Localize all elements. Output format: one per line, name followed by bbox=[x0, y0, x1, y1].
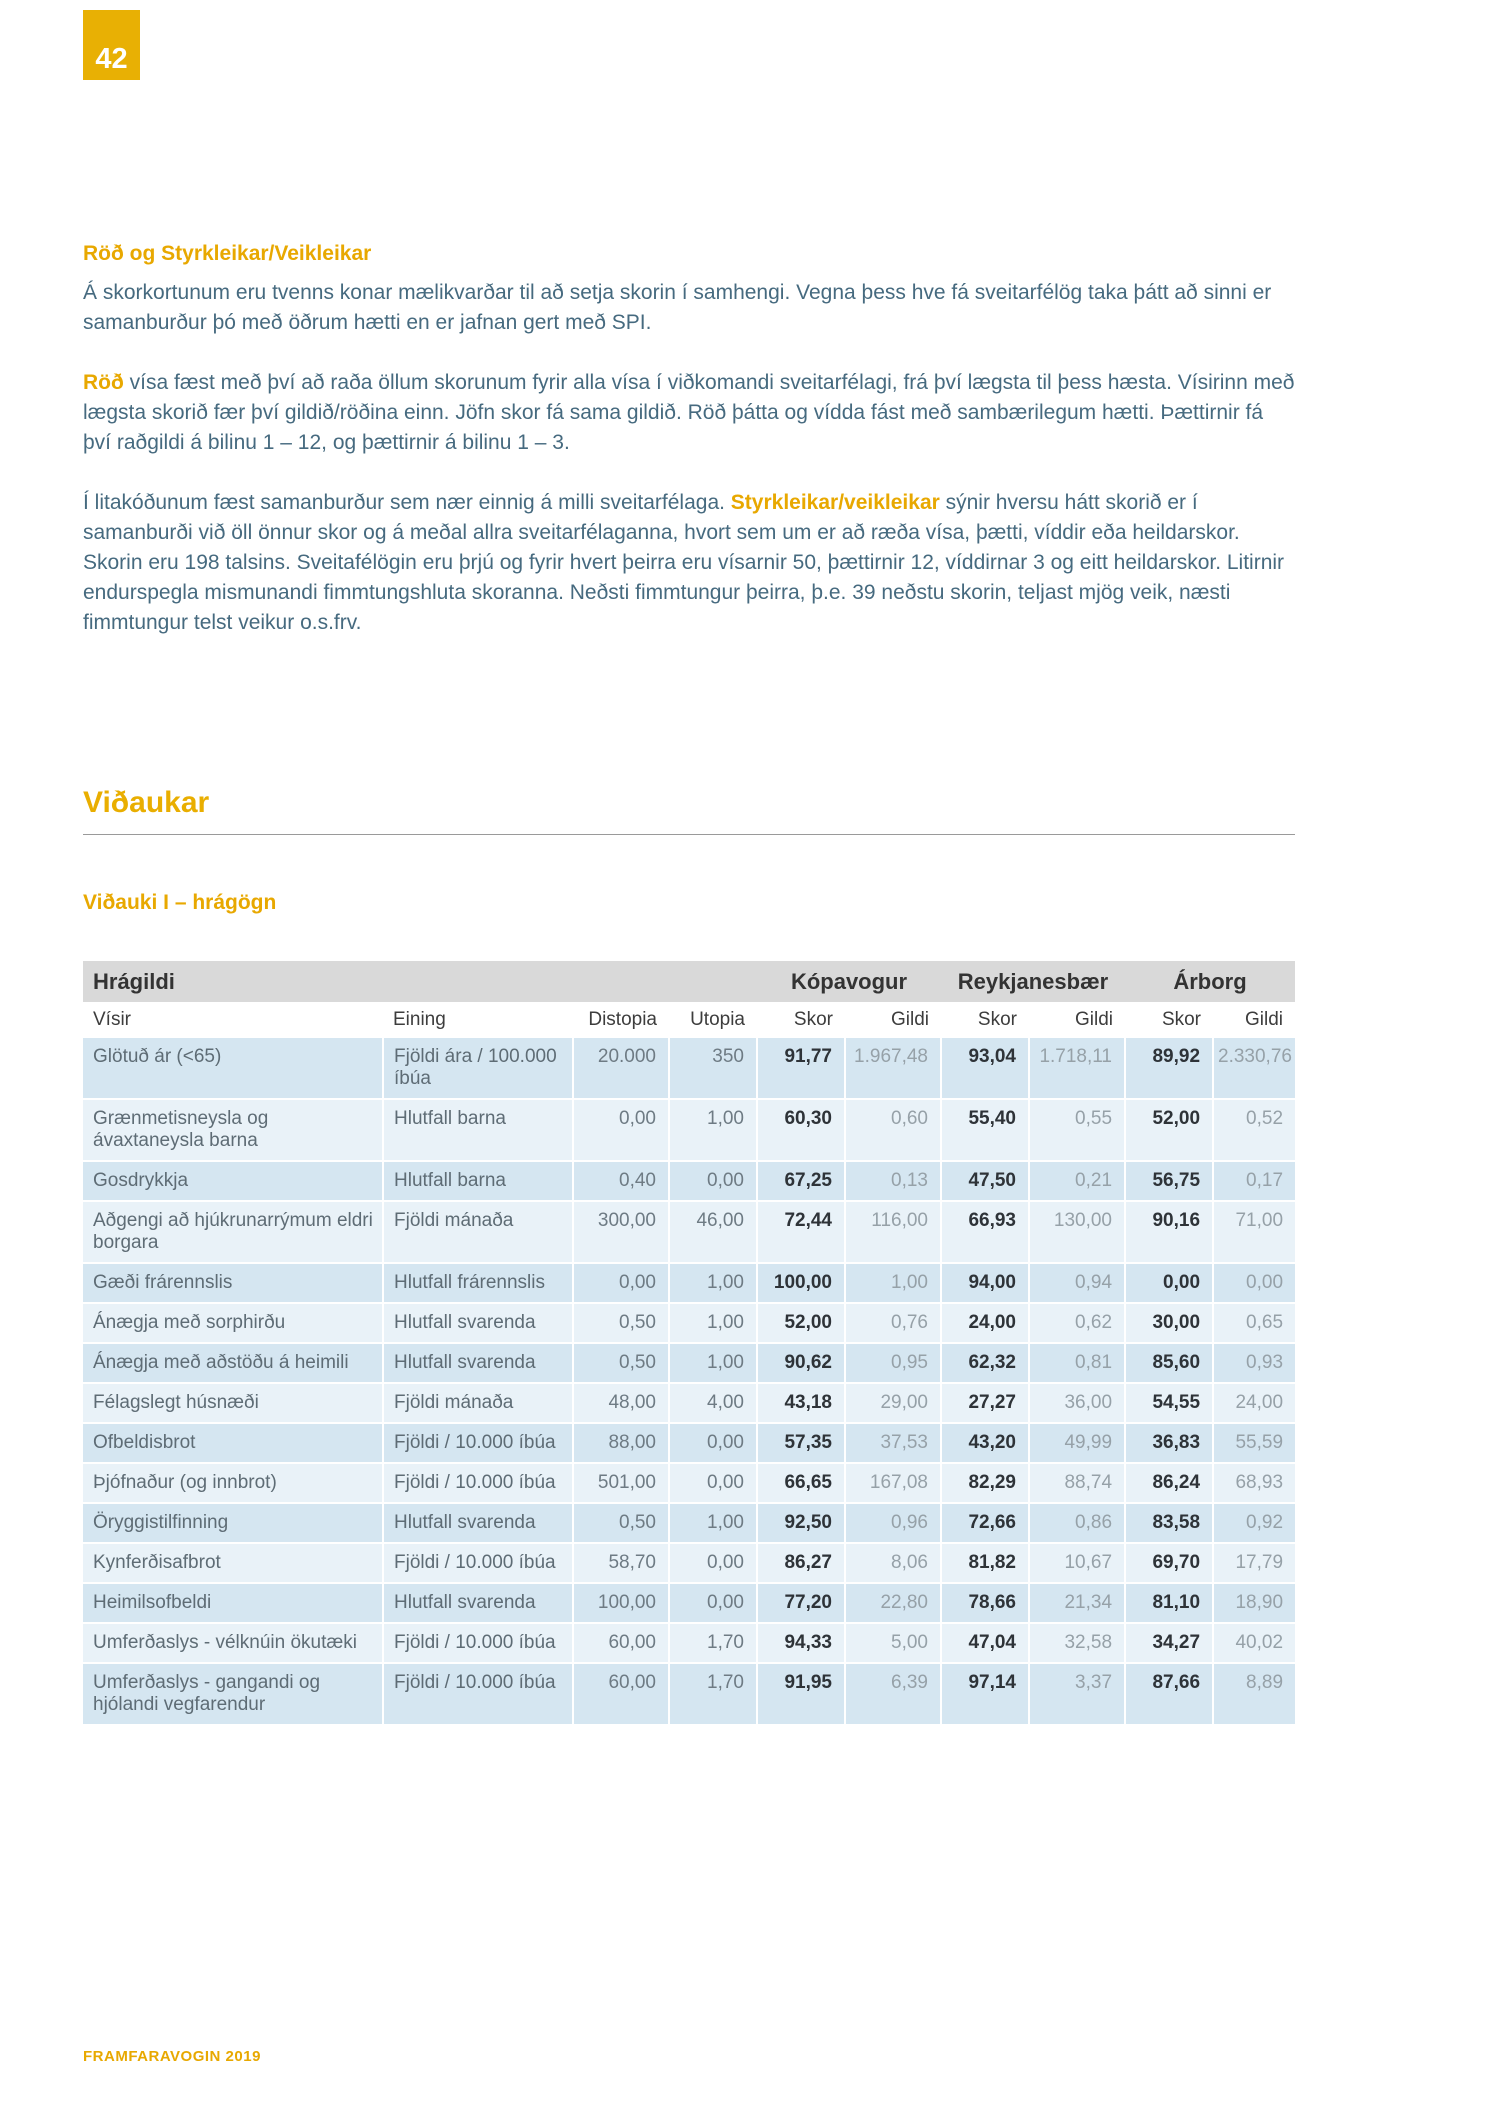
table-row bbox=[83, 1038, 1295, 1099]
value-cell: 71,00 bbox=[1213, 1201, 1295, 1263]
value-cell: 92,50 bbox=[757, 1503, 845, 1543]
group-header-arborg: Árborg bbox=[1125, 961, 1295, 1002]
visir-cell: Aðgengi að hjúkrunarrýmum eldri borgara bbox=[83, 1201, 383, 1263]
table-body bbox=[83, 1038, 1295, 1725]
value-cell: 68,93 bbox=[1213, 1463, 1295, 1503]
value-cell: 69,70 bbox=[1125, 1543, 1213, 1583]
value-cell: 34,27 bbox=[1125, 1623, 1213, 1663]
value-cell: 0,52 bbox=[1213, 1099, 1295, 1161]
value-cell: 0,00 bbox=[669, 1463, 757, 1503]
value-cell: 1,00 bbox=[669, 1343, 757, 1383]
value-cell: 0,21 bbox=[1029, 1161, 1125, 1201]
page-number: 42 bbox=[95, 43, 128, 75]
value-cell: 85,60 bbox=[1125, 1343, 1213, 1383]
col-header-gildi-1: Gildi bbox=[845, 1002, 941, 1038]
visir-cell: Umferðaslys - gangandi og hjólandi vegfarendur bbox=[83, 1663, 383, 1725]
eining-cell: Fjöldi / 10.000 íbúa bbox=[383, 1623, 573, 1663]
col-header-distopia: Distopia bbox=[573, 1002, 669, 1038]
value-cell: 100,00 bbox=[757, 1263, 845, 1303]
value-cell: 55,59 bbox=[1213, 1423, 1295, 1463]
table-row bbox=[83, 1543, 1295, 1583]
value-cell: 0,00 bbox=[573, 1263, 669, 1303]
value-cell: 78,66 bbox=[941, 1583, 1029, 1623]
visir-cell: Gæði frárennslis bbox=[83, 1263, 383, 1303]
value-cell: 1,00 bbox=[669, 1263, 757, 1303]
hragildi-table bbox=[83, 961, 1295, 1726]
col-header-utopia: Utopia bbox=[669, 1002, 757, 1038]
table-row bbox=[83, 1623, 1295, 1663]
paragraph-2-text: vísa fæst með því að raða öllum skorunum fyrir alla vísa í viðkomandi sveitarfélagi, frá því lægsta til þess hæsta. Vísirinn með lægsta skorið fær því gildið/röðina einn. Jöfn skor fá sama gildið. Röð þátta og vídda fást með sambærilegum hætti. Þættirnir fá því raðgildi á bilinu 1 – 12, og þættirnir á bilinu 1 – 3. bbox=[83, 371, 1295, 454]
visir-cell: Gosdrykkja bbox=[83, 1161, 383, 1201]
value-cell: 54,55 bbox=[1125, 1383, 1213, 1423]
value-cell: 17,79 bbox=[1213, 1543, 1295, 1583]
value-cell: 22,80 bbox=[845, 1583, 941, 1623]
value-cell: 46,00 bbox=[669, 1201, 757, 1263]
paragraph-3-text-after: sýnir hversu hátt skorið er í samanburði við öll önnur skor og á meðal allra sveitarfélaganna, hvort sem um er að ræða vísa, þætti, víddir eða heildarskor. Skorin eru 198 talsins. Sveitafélögin eru þrjú og fyrir hvert þeirra eru vísarnir 50, þættirnir 12, víddirnar 3 og eitt heildarskor. Litirnir endurspegla mismunandi fimmtungshluta skoranna. Neðsti fimmtungur þeirra, þ.e. 39 neðstu skorin, teljast mjög veik, næsti fimmtungur telst veikur o.s.frv. bbox=[83, 491, 1285, 634]
value-cell: 1,70 bbox=[669, 1663, 757, 1725]
value-cell: 91,95 bbox=[757, 1663, 845, 1725]
value-cell: 5,00 bbox=[845, 1623, 941, 1663]
vidaukar-heading: Viðaukar bbox=[83, 786, 210, 819]
value-cell: 36,83 bbox=[1125, 1423, 1213, 1463]
col-header-skor-3: Skor bbox=[1125, 1002, 1213, 1038]
section-divider bbox=[83, 834, 1295, 835]
value-cell: 88,74 bbox=[1029, 1463, 1125, 1503]
col-header-eining: Eining bbox=[383, 1002, 573, 1038]
visir-cell: Glötuð ár (<65) bbox=[83, 1038, 383, 1099]
value-cell: 0,95 bbox=[845, 1343, 941, 1383]
value-cell: 58,70 bbox=[573, 1543, 669, 1583]
table-row bbox=[83, 1099, 1295, 1161]
table-title-row bbox=[83, 961, 1295, 1002]
value-cell: 29,00 bbox=[845, 1383, 941, 1423]
value-cell: 0,17 bbox=[1213, 1161, 1295, 1201]
visir-cell: Ánægja með sorphirðu bbox=[83, 1303, 383, 1343]
value-cell: 8,89 bbox=[1213, 1663, 1295, 1725]
value-cell: 0,00 bbox=[669, 1161, 757, 1201]
eining-cell: Fjöldi ára / 100.000 íbúa bbox=[383, 1038, 573, 1099]
value-cell: 60,00 bbox=[573, 1623, 669, 1663]
page-footer: FRAMFARAVOGIN 2019 bbox=[83, 2048, 261, 2065]
value-cell: 1.718,11 bbox=[1029, 1038, 1125, 1099]
eining-cell: Hlutfall svarenda bbox=[383, 1503, 573, 1543]
value-cell: 89,92 bbox=[1125, 1038, 1213, 1099]
value-cell: 86,27 bbox=[757, 1543, 845, 1583]
value-cell: 21,34 bbox=[1029, 1583, 1125, 1623]
paragraph-2 bbox=[83, 368, 1295, 458]
value-cell: 49,99 bbox=[1029, 1423, 1125, 1463]
value-cell: 57,35 bbox=[757, 1423, 845, 1463]
value-cell: 0,00 bbox=[1125, 1263, 1213, 1303]
value-cell: 8,06 bbox=[845, 1543, 941, 1583]
table-title-spacer bbox=[573, 961, 757, 1002]
value-cell: 2.330,76 bbox=[1213, 1038, 1295, 1099]
group-header-reykjanesbaer: Reykjanesbær bbox=[941, 961, 1125, 1002]
visir-cell: Umferðaslys - vélknúin ökutæki bbox=[83, 1623, 383, 1663]
table-row bbox=[83, 1663, 1295, 1725]
col-header-skor-2: Skor bbox=[941, 1002, 1029, 1038]
eining-cell: Hlutfall barna bbox=[383, 1161, 573, 1201]
value-cell: 0,86 bbox=[1029, 1503, 1125, 1543]
value-cell: 3,37 bbox=[1029, 1663, 1125, 1725]
visir-cell: Öryggistilfinning bbox=[83, 1503, 383, 1543]
value-cell: 43,18 bbox=[757, 1383, 845, 1423]
value-cell: 43,20 bbox=[941, 1423, 1029, 1463]
value-cell: 47,04 bbox=[941, 1623, 1029, 1663]
eining-cell: Fjöldi mánaða bbox=[383, 1201, 573, 1263]
value-cell: 18,90 bbox=[1213, 1583, 1295, 1623]
table-row bbox=[83, 1423, 1295, 1463]
table-row bbox=[83, 1343, 1295, 1383]
value-cell: 37,53 bbox=[845, 1423, 941, 1463]
value-cell: 67,25 bbox=[757, 1161, 845, 1201]
value-cell: 62,32 bbox=[941, 1343, 1029, 1383]
value-cell: 27,27 bbox=[941, 1383, 1029, 1423]
col-header-gildi-3: Gildi bbox=[1213, 1002, 1295, 1038]
styrkleikar-keyword: Styrkleikar/veikleikar bbox=[730, 491, 940, 514]
value-cell: 1,00 bbox=[669, 1099, 757, 1161]
value-cell: 10,67 bbox=[1029, 1543, 1125, 1583]
value-cell: 0,55 bbox=[1029, 1099, 1125, 1161]
value-cell: 91,77 bbox=[757, 1038, 845, 1099]
value-cell: 300,00 bbox=[573, 1201, 669, 1263]
group-header-kopavogur: Kópavogur bbox=[757, 961, 941, 1002]
value-cell: 0,00 bbox=[1213, 1263, 1295, 1303]
value-cell: 52,00 bbox=[1125, 1099, 1213, 1161]
value-cell: 86,24 bbox=[1125, 1463, 1213, 1503]
table-row bbox=[83, 1201, 1295, 1263]
table-column-header-row bbox=[83, 1002, 1295, 1038]
value-cell: 501,00 bbox=[573, 1463, 669, 1503]
value-cell: 0,50 bbox=[573, 1303, 669, 1343]
eining-cell: Hlutfall frárennslis bbox=[383, 1263, 573, 1303]
value-cell: 90,62 bbox=[757, 1343, 845, 1383]
table-row bbox=[83, 1383, 1295, 1423]
value-cell: 0,93 bbox=[1213, 1343, 1295, 1383]
value-cell: 1,00 bbox=[845, 1263, 941, 1303]
paragraph-3-text-before: Í litakóðunum fæst samanburður sem nær einnig á milli sveitarfélaga. bbox=[83, 491, 731, 514]
vidauki-1-subheading: Viðauki I – hrágögn bbox=[83, 891, 277, 914]
value-cell: 167,08 bbox=[845, 1463, 941, 1503]
value-cell: 66,65 bbox=[757, 1463, 845, 1503]
value-cell: 0,92 bbox=[1213, 1503, 1295, 1543]
col-header-visir: Vísir bbox=[83, 1002, 383, 1038]
value-cell: 0,50 bbox=[573, 1503, 669, 1543]
visir-cell: Grænmetisneysla og ávaxtaneysla barna bbox=[83, 1099, 383, 1161]
value-cell: 0,00 bbox=[669, 1583, 757, 1623]
value-cell: 52,00 bbox=[757, 1303, 845, 1343]
value-cell: 94,33 bbox=[757, 1623, 845, 1663]
value-cell: 0,65 bbox=[1213, 1303, 1295, 1343]
paragraph-1-text: Á skorkortunum eru tvenns konar mælikvarðar til að setja skorin í samhengi. Vegna þess hve fá sveitarfélög taka þátt að sinni er samanburður þó með öðrum hætti en er jafnan gert með SPI. bbox=[83, 281, 1272, 334]
value-cell: 116,00 bbox=[845, 1201, 941, 1263]
value-cell: 0,00 bbox=[669, 1543, 757, 1583]
value-cell: 97,14 bbox=[941, 1663, 1029, 1725]
visir-cell: Ofbeldisbrot bbox=[83, 1423, 383, 1463]
visir-cell: Ánægja með aðstöðu á heimili bbox=[83, 1343, 383, 1383]
visir-cell: Þjófnaður (og innbrot) bbox=[83, 1463, 383, 1503]
table-title: Hrágildi bbox=[83, 961, 573, 1002]
value-cell: 77,20 bbox=[757, 1583, 845, 1623]
value-cell: 82,29 bbox=[941, 1463, 1029, 1503]
eining-cell: Fjöldi / 10.000 íbúa bbox=[383, 1663, 573, 1725]
table-row bbox=[83, 1263, 1295, 1303]
value-cell: 60,30 bbox=[757, 1099, 845, 1161]
value-cell: 83,58 bbox=[1125, 1503, 1213, 1543]
value-cell: 87,66 bbox=[1125, 1663, 1213, 1725]
eining-cell: Fjöldi / 10.000 íbúa bbox=[383, 1543, 573, 1583]
value-cell: 0,76 bbox=[845, 1303, 941, 1343]
eining-cell: Hlutfall barna bbox=[383, 1099, 573, 1161]
value-cell: 0,60 bbox=[845, 1099, 941, 1161]
value-cell: 72,66 bbox=[941, 1503, 1029, 1543]
table-row bbox=[83, 1161, 1295, 1201]
value-cell: 20.000 bbox=[573, 1038, 669, 1099]
visir-cell: Kynferðisafbrot bbox=[83, 1543, 383, 1583]
value-cell: 0,00 bbox=[573, 1099, 669, 1161]
value-cell: 81,82 bbox=[941, 1543, 1029, 1583]
paragraph-3 bbox=[83, 488, 1295, 638]
col-header-skor-1: Skor bbox=[757, 1002, 845, 1038]
value-cell: 90,16 bbox=[1125, 1201, 1213, 1263]
value-cell: 36,00 bbox=[1029, 1383, 1125, 1423]
value-cell: 30,00 bbox=[1125, 1303, 1213, 1343]
value-cell: 24,00 bbox=[941, 1303, 1029, 1343]
table-row bbox=[83, 1303, 1295, 1343]
value-cell: 1,00 bbox=[669, 1303, 757, 1343]
eining-cell: Fjöldi / 10.000 íbúa bbox=[383, 1423, 573, 1463]
value-cell: 350 bbox=[669, 1038, 757, 1099]
value-cell: 0,13 bbox=[845, 1161, 941, 1201]
table-row bbox=[83, 1583, 1295, 1623]
value-cell: 0,40 bbox=[573, 1161, 669, 1201]
value-cell: 0,62 bbox=[1029, 1303, 1125, 1343]
visir-cell: Heimilsofbeldi bbox=[83, 1583, 383, 1623]
value-cell: 72,44 bbox=[757, 1201, 845, 1263]
page-content bbox=[83, 0, 1295, 1726]
eining-cell: Hlutfall svarenda bbox=[383, 1583, 573, 1623]
rod-keyword: Röð bbox=[83, 371, 124, 394]
value-cell: 130,00 bbox=[1029, 1201, 1125, 1263]
value-cell: 1,00 bbox=[669, 1503, 757, 1543]
value-cell: 6,39 bbox=[845, 1663, 941, 1725]
value-cell: 24,00 bbox=[1213, 1383, 1295, 1423]
value-cell: 94,00 bbox=[941, 1263, 1029, 1303]
value-cell: 0,00 bbox=[669, 1423, 757, 1463]
value-cell: 40,02 bbox=[1213, 1623, 1295, 1663]
section-heading-rod-og-styrkleikar: Röð og Styrkleikar/Veikleikar bbox=[83, 242, 372, 265]
value-cell: 1.967,48 bbox=[845, 1038, 941, 1099]
eining-cell: Hlutfall svarenda bbox=[383, 1303, 573, 1343]
table-row bbox=[83, 1503, 1295, 1543]
value-cell: 56,75 bbox=[1125, 1161, 1213, 1201]
paragraph-1 bbox=[83, 278, 1295, 338]
value-cell: 81,10 bbox=[1125, 1583, 1213, 1623]
value-cell: 0,96 bbox=[845, 1503, 941, 1543]
value-cell: 66,93 bbox=[941, 1201, 1029, 1263]
eining-cell: Fjöldi mánaða bbox=[383, 1383, 573, 1423]
value-cell: 0,81 bbox=[1029, 1343, 1125, 1383]
value-cell: 47,50 bbox=[941, 1161, 1029, 1201]
col-header-gildi-2: Gildi bbox=[1029, 1002, 1125, 1038]
value-cell: 0,50 bbox=[573, 1343, 669, 1383]
value-cell: 100,00 bbox=[573, 1583, 669, 1623]
value-cell: 48,00 bbox=[573, 1383, 669, 1423]
value-cell: 60,00 bbox=[573, 1663, 669, 1725]
value-cell: 93,04 bbox=[941, 1038, 1029, 1099]
value-cell: 55,40 bbox=[941, 1099, 1029, 1161]
value-cell: 88,00 bbox=[573, 1423, 669, 1463]
visir-cell: Félagslegt húsnæði bbox=[83, 1383, 383, 1423]
eining-cell: Fjöldi / 10.000 íbúa bbox=[383, 1463, 573, 1503]
table-row bbox=[83, 1463, 1295, 1503]
value-cell: 4,00 bbox=[669, 1383, 757, 1423]
value-cell: 32,58 bbox=[1029, 1623, 1125, 1663]
value-cell: 0,94 bbox=[1029, 1263, 1125, 1303]
eining-cell: Hlutfall svarenda bbox=[383, 1343, 573, 1383]
value-cell: 1,70 bbox=[669, 1623, 757, 1663]
